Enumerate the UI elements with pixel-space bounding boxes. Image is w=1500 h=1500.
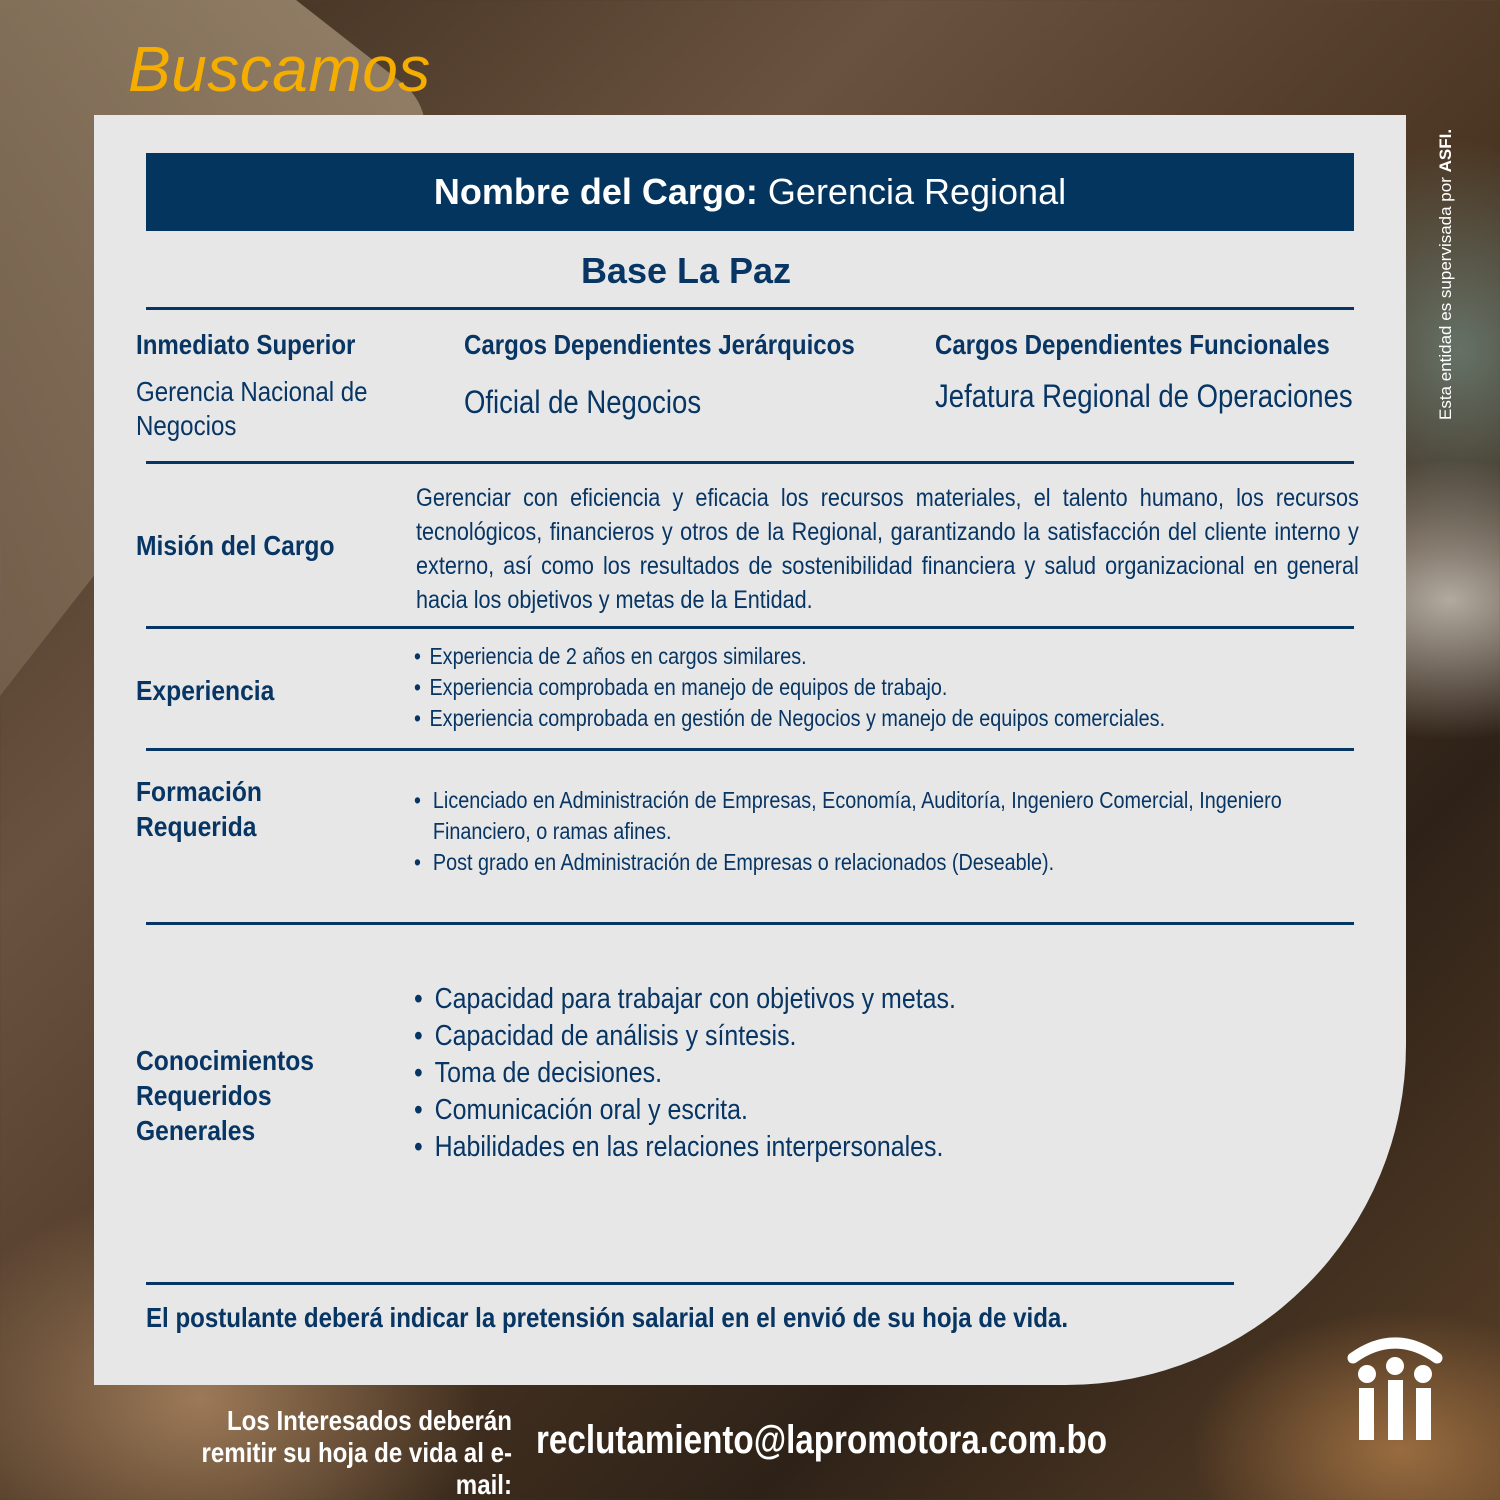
col-heading-cargos-funcionales: Cargos Dependientes Funcionales — [935, 329, 1330, 360]
job-card — [94, 115, 1406, 1385]
list-item: • Experiencia comprobada en manejo de equipos de trabajo. — [414, 672, 1360, 703]
job-name-value: Gerencia Regional — [767, 171, 1067, 212]
divider — [146, 922, 1354, 925]
conocimientos-list — [414, 981, 1188, 1166]
page-title: Buscamos — [128, 33, 431, 105]
supervision-entity: ASFI. — [1436, 128, 1455, 173]
list-item: • Licenciado en Administración de Empresas, Economía, Auditoría, Ingeniero Comercial, Ingeniero Financiero, o ramas afines. — [414, 785, 1356, 847]
col-value-cargos-funcionales: Jefatura Regional de Operaciones — [935, 378, 1353, 414]
divider — [146, 1282, 1234, 1285]
list-item: • Toma de decisiones. — [414, 1055, 1188, 1092]
list-item: • Capacidad para trabajar con objetivos y metas. — [414, 981, 1188, 1018]
section-label-experiencia: Experiencia — [136, 675, 275, 706]
experiencia-list — [414, 641, 1360, 734]
list-item: • Capacidad de análisis y síntesis. — [414, 1018, 1188, 1055]
col-value-cargos-jerarquicos: Oficial de Negocios — [464, 384, 702, 420]
section-label-conocimientos: Conocimientos Requeridos Generales — [136, 1045, 314, 1146]
section-label-mision: Misión del Cargo — [136, 530, 335, 561]
la-promotora-logo-icon — [1345, 1330, 1445, 1445]
divider — [146, 626, 1354, 629]
col-heading-cargos-jerarquicos: Cargos Dependientes Jerárquicos — [464, 329, 855, 360]
col-heading-inmediato-superior: Inmediato Superior — [136, 329, 356, 360]
divider — [146, 307, 1354, 310]
job-name-banner — [146, 153, 1354, 231]
list-item: • Habilidades en las relaciones interpersonales. — [414, 1129, 1188, 1166]
contact-email-link[interactable]: reclutamiento@lapromotora.com.bo — [536, 1418, 1108, 1462]
divider — [146, 748, 1354, 751]
job-base-location: Base La Paz — [580, 250, 792, 291]
divider — [146, 461, 1354, 464]
list-item: • Experiencia comprobada en gestión de Negocios y manejo de equipos comerciales. — [414, 703, 1360, 734]
footer-instructions: Los Interesados deberán remitir su hoja de vida al e-mail: — [201, 1405, 512, 1500]
salary-note: El postulante deberá indicar la pretensión salarial en el envió de su hoja de vida. — [146, 1302, 1069, 1333]
section-label-formacion: Formación Requerida — [136, 776, 262, 842]
list-item: • Experiencia de 2 años en cargos similares. — [414, 641, 1360, 672]
supervision-notice: Esta entidad es supervisada por ASFI. — [1436, 128, 1455, 420]
job-name-label: Nombre del Cargo: — [433, 171, 758, 212]
col-value-inmediato-superior: Gerencia Nacional de Negocios — [136, 376, 368, 441]
list-item: • Post grado en Administración de Empresas o relacionados (Deseable). — [414, 847, 1356, 878]
formacion-list — [414, 785, 1356, 878]
list-item: • Comunicación oral y escrita. — [414, 1092, 1188, 1129]
section-text-mision: Gerenciar con eficiencia y eficacia los recursos materiales, el talento humano, los recursos tecnológicos, financieros y otros de la Regional, garantizando la satisfacción del cliente interno y externo, así como los resultados de sostenibilidad financiera y salud organizacional en general hacia los objetivos y metas de la Entidad. — [416, 484, 1359, 614]
